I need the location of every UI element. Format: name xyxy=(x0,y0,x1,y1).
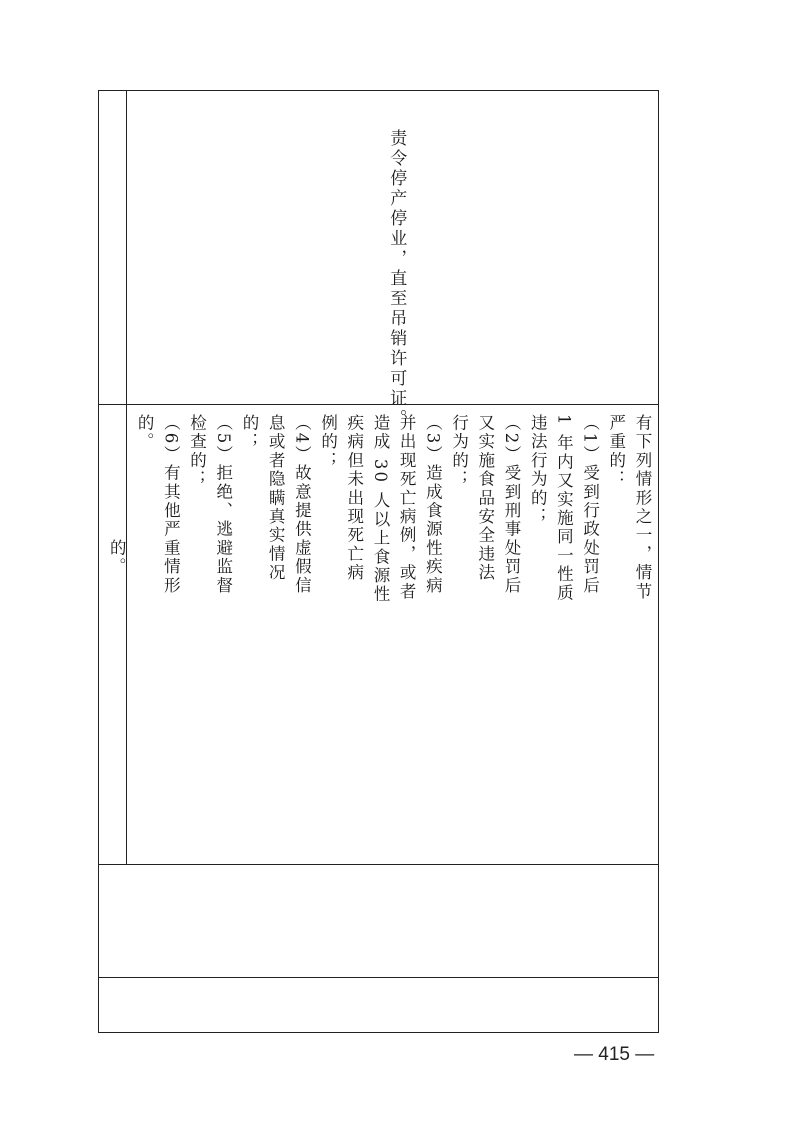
condition-line: 违法行为的； xyxy=(528,414,548,527)
condition-line: 造成 30 人以上食源性 xyxy=(370,414,390,604)
condition-line: 检查的； xyxy=(187,414,207,489)
condition-line: 有下列情形之一，情节 xyxy=(633,414,652,601)
condition-line: 的。 xyxy=(135,414,155,452)
row-divider-vertical xyxy=(126,91,127,864)
continued-text-fragment: 的。 xyxy=(107,539,127,577)
page-number: — 415 — xyxy=(574,1044,655,1065)
row-divider-2 xyxy=(99,864,658,865)
condition-line: 并出现死亡病例，或者 xyxy=(397,414,417,601)
condition-line: 又实施食品安全违法 xyxy=(475,414,495,583)
condition-line: （1）受到行政处罚后 xyxy=(580,414,600,595)
row-divider-1 xyxy=(99,404,658,405)
penalty-text: 责令停产停业，直至吊销许可证。 xyxy=(386,129,407,429)
regulation-table xyxy=(98,90,659,1033)
condition-line: 息或者隐瞒真实情况 xyxy=(266,414,286,583)
condition-line: （3）造成食源性疾病 xyxy=(423,414,443,595)
severe-conditions-text xyxy=(129,414,655,604)
condition-line: 行为的； xyxy=(449,414,469,489)
condition-line: （6）有其他严重情形 xyxy=(161,414,181,595)
condition-line: （5）拒绝、逃避监督 xyxy=(213,414,233,595)
condition-line: 疾病但未出现死亡病 xyxy=(344,414,364,583)
condition-line: （4）故意提供虚假信 xyxy=(292,414,312,595)
condition-line: 1 年内又实施同一性质 xyxy=(554,414,574,603)
row-divider-3 xyxy=(99,977,658,978)
condition-line: 的； xyxy=(239,414,259,452)
condition-line: 严重的： xyxy=(606,414,626,489)
condition-line: （2）受到刑事处罚后 xyxy=(501,414,521,595)
condition-line: 例的； xyxy=(318,414,338,471)
